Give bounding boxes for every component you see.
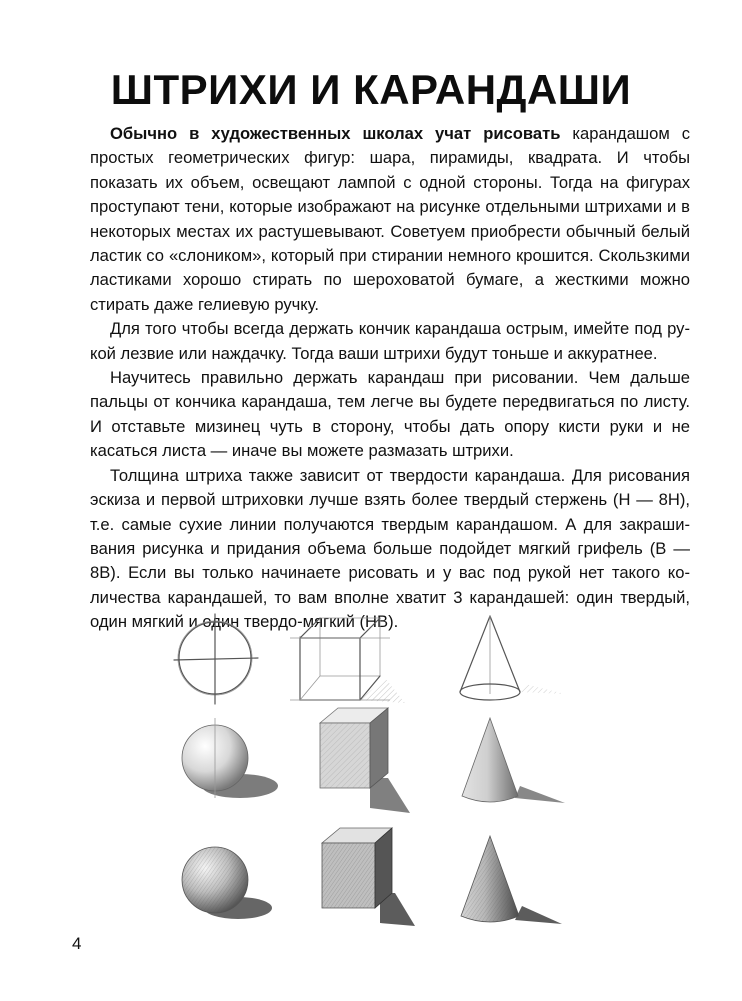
page-title: ШТРИХИ И КАРАНДАШИ: [110, 66, 632, 113]
paragraph-1-bold-lead: Обычно в художественных школах учат рисовать: [110, 124, 561, 143]
shaded-cone: [462, 718, 565, 803]
sketch-cone: [460, 616, 565, 700]
dark-sphere: [182, 847, 272, 919]
shaded-sphere: [182, 718, 278, 798]
paragraph-3: Научитесь правильно держать карандаш при рисовании. Чем дальше пальцы от кончика карандаша, тем легче вы будете передвигаться по листу. И отставьте мизинец чуть в сторону, чтобы дать опору кисти руки и не касаться листа — иначе вы можете размазать штрихи.: [90, 368, 690, 461]
dark-cube: [322, 828, 415, 926]
paragraph-4: Толщина штриха также зависит от твердости карандаша. Для рисования эскиза и первой штриховки лучше взять более твердый стержень (Н — 8Н), т.е. самые сухие линии получаются твердым карандашом. А для закрашивания рисунка и придания объема больше подойдет мягкий грифель (В — 8В). Если вы только начинаете рисовать и у вас под рукой нет такого количества карандашей, то вам вполне хватит 3 карандашей: один твердый, один мягкий и один твердо-мягкий (НВ).: [90, 465, 690, 632]
body-text: [90, 122, 690, 635]
shaded-cube: [320, 708, 410, 813]
page-number: 4: [72, 934, 82, 953]
paragraph-2: Для того чтобы всегда держать кончик карандаша острым, имейте под рукой лезвие или наждачку. Тогда ваши штрихи будут тоньше и аккуратнее.: [90, 319, 690, 363]
geometric-figures-illustration: [170, 608, 580, 938]
dark-cone: [461, 836, 562, 924]
sketch-cube: [290, 618, 405, 703]
paragraph-1: [90, 122, 690, 317]
sketch-sphere: [174, 614, 258, 704]
paragraph-1-text: карандашом с простых геометрических фигур: шара, пирамиды, квадрата. И чтобы показать их объем, освещают лампой с одной стороны. Тогда на фигурах проступают тени, которые изображают на рисунке отдельными штрихами и в некоторых местах их растушевывают. Советуем приобрести обычный белый ластик со «слоником», который при стирании немного крошится. Скользкими ластиками хорошо стирать по шероховатой бумаге, а жесткими можно стирать даже гелиевую ручку.: [90, 124, 690, 314]
